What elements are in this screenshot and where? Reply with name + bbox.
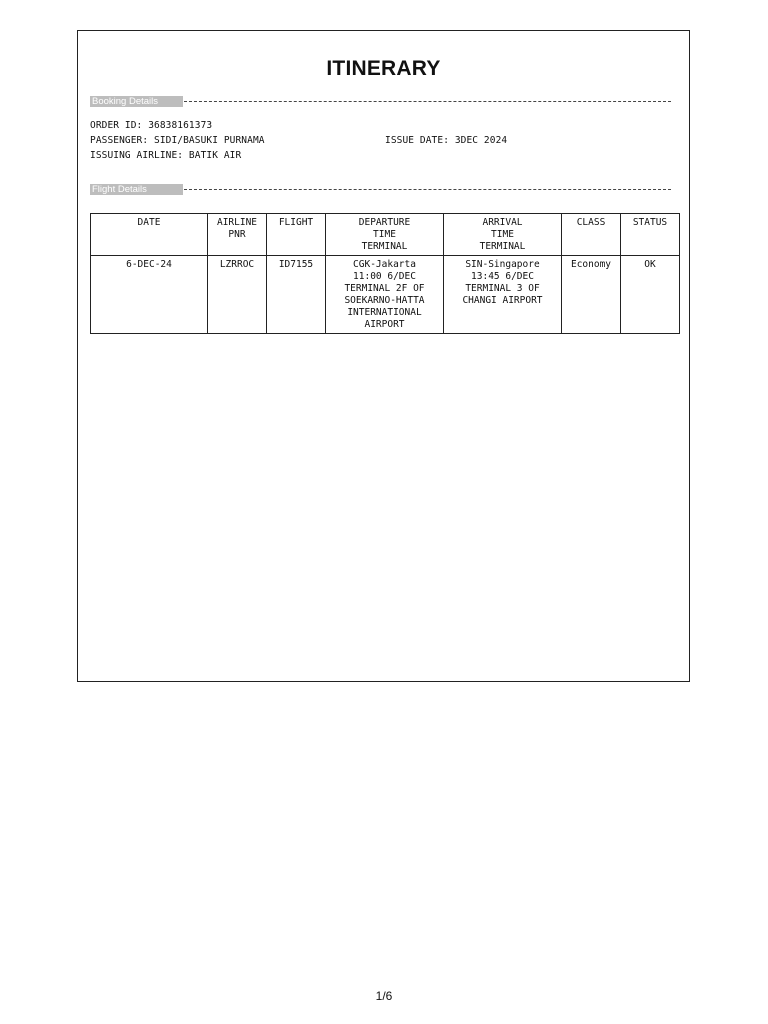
cell-date: 6-DEC-24 — [91, 256, 208, 334]
page-number: 1/6 — [375, 989, 393, 1003]
issuing-airline: ISSUING AIRLINE: BATIK AIR — [90, 150, 242, 161]
order-id: ORDER ID: 36838161373 — [90, 120, 213, 131]
cell-status: OK — [621, 256, 680, 334]
header-status: STATUS — [621, 214, 680, 256]
issue-date: ISSUE DATE: 3DEC 2024 — [385, 135, 508, 146]
cell-departure: CGK-Jakarta 11:00 6/DEC TERMINAL 2F OF SOEKARNO-HATTA INTERNATIONAL AIRPORT — [326, 256, 444, 334]
header-flight: FLIGHT — [267, 214, 326, 256]
passenger-name: PASSENGER: SIDI/BASUKI PURNAMA — [90, 135, 265, 146]
header-airline-pnr: AIRLINE PNR — [208, 214, 267, 256]
booking-details-label: Booking Details — [90, 96, 183, 107]
header-arrival: ARRIVAL TIME TERMINAL — [444, 214, 562, 256]
itinerary-page-frame — [77, 30, 690, 682]
header-class: CLASS — [562, 214, 621, 256]
cell-arrival: SIN-Singapore 13:45 6/DEC TERMINAL 3 OF CHANGI AIRPORT — [444, 256, 562, 334]
booking-details-header — [90, 95, 671, 107]
cell-class: Economy — [562, 256, 621, 334]
header-departure: DEPARTURE TIME TERMINAL — [326, 214, 444, 256]
cell-airline-pnr: LZRROC — [208, 256, 267, 334]
flight-details-header — [90, 183, 671, 195]
cell-flight: ID7155 — [267, 256, 326, 334]
flight-details-table — [90, 213, 680, 334]
section-divider — [184, 101, 671, 102]
table-row — [91, 256, 680, 334]
flight-details-label: Flight Details — [90, 184, 183, 195]
table-header-row — [91, 214, 680, 256]
page-title: ITINERARY — [326, 57, 441, 80]
section-divider — [184, 189, 671, 190]
header-date: DATE — [91, 214, 208, 256]
